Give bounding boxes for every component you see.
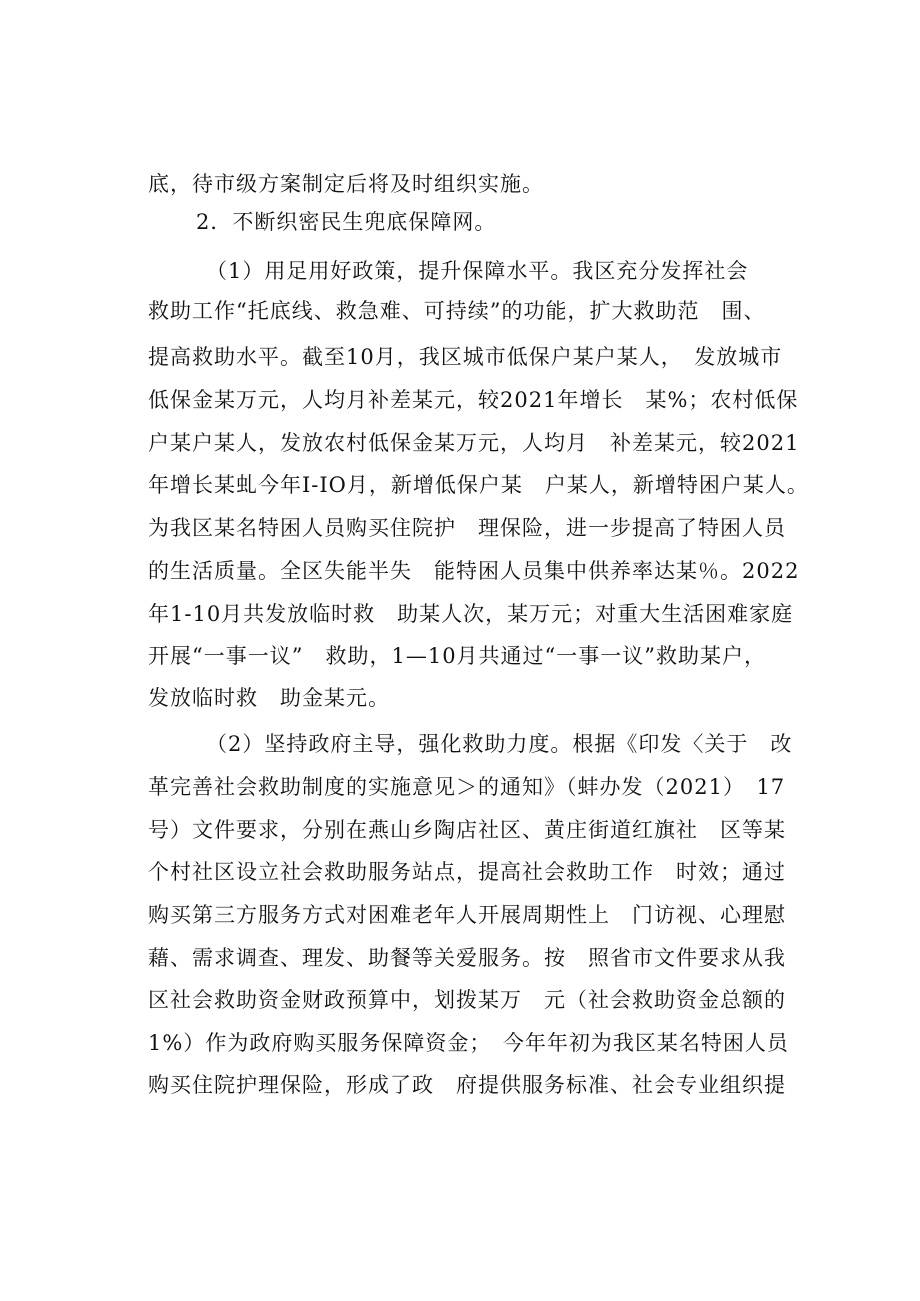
text-line-11: 年1-10月共发放临时救 助某人次，某万元；对重大生活困难家庭 [148, 602, 794, 626]
text-line-1: 底，待市级方案制定后将及时组织实施。 [148, 172, 544, 196]
text-line-16: 号）文件要求，分别在燕山乡陶店社区、黄庄街道红旗社 区等某 [148, 818, 786, 842]
text-line-14: （2）坚持政府主导，强化救助力度。根据《印发〈关于 改 [206, 732, 793, 756]
text-line-6: 低保金某万元，人均月补差某元，较2021年增长 某%；农村低保 [148, 388, 799, 412]
text-line-22: 购买住院护理保险，形成了政 府提供服务标准、社会专业组织提 [148, 1073, 786, 1097]
text-line-18: 购买第三方服务方式对困难老年人开展周期性上 门访视、心理慰 [148, 903, 786, 927]
text-line-17: 个村社区设立社会救助服务站点，提高社会救助工作 时效；通过 [148, 860, 786, 884]
text-line-10: 的生活质量。全区失能半失 能特困人员集中供养率达某％。2022 [148, 559, 800, 583]
section-heading-2: 2．不断织密民生兜底保障网。 [196, 210, 497, 234]
text-line-20: 区社会救助资金财政预算中，划拨某万 元（社会救助资金总额的 [148, 988, 786, 1012]
text-line-13: 发放临时救 助金某元。 [148, 686, 390, 710]
text-line-12: 开展“一事一议” 救助，1—10月共通过“一事一议”救助某户， [148, 644, 767, 668]
text-line-3: （1）用足用好政策，提升保障水平。我区充分发挥社会 [206, 259, 749, 283]
text-line-19: 藉、需求调查、理发、助餐等关爱服务。按 照省市文件要求从我 [148, 946, 786, 970]
text-line-7: 户某户某人，发放农村低保金某万元，人均月 补差某元，较2021 [148, 431, 800, 455]
text-line-4: 救助工作“托底线、救急难、可持续”的功能，扩大救助范 围、 [148, 299, 766, 323]
text-line-8: 年增长某虬今年I-IO月，新增低保户某 户某人，新增特困户某人。 [148, 473, 809, 497]
text-line-5: 提高救助水平。截至10月，我区城市低保户某户某人， 发放城市 [148, 345, 783, 369]
text-line-9: 为我区某名特困人员购买住院护 理保险，进一步提高了特困人员 [148, 516, 786, 540]
text-line-21: 1%）作为政府购买服务保障资金； 今年年初为我区某名特困人员 [148, 1031, 789, 1055]
text-line-15: 革完善社会救助制度的实施意见＞的通知》（蚌办发（2021） 17 [148, 775, 786, 799]
